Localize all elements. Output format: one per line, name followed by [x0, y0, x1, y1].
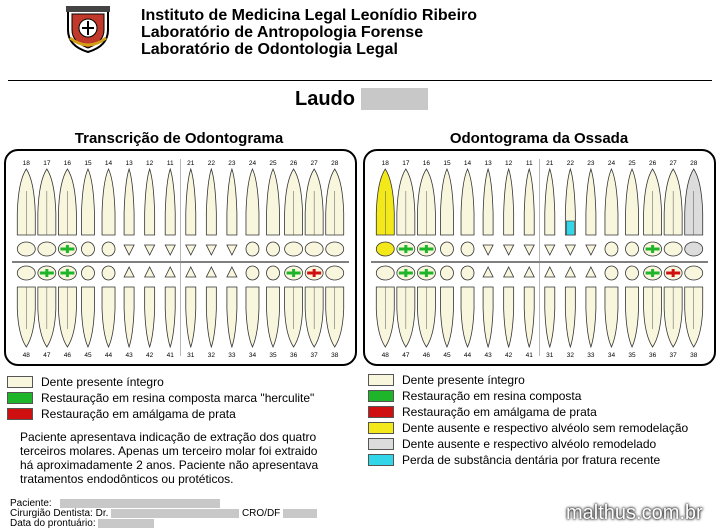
patient-label: Paciente: [10, 498, 52, 509]
tooth-lower-46 [417, 266, 435, 347]
tooth-number-label: 45 [443, 352, 451, 359]
tooth-number-label: 32 [566, 352, 574, 359]
tooth-number-label: 25 [269, 160, 277, 167]
tooth-upper-27 [305, 169, 323, 256]
tooth-upper-12 [504, 169, 514, 255]
tooth-number-label: 37 [669, 352, 677, 359]
redacted-dentist [111, 509, 239, 518]
tooth-number-label: 11 [525, 160, 533, 167]
tooth-lower-42 [145, 267, 155, 347]
tooth-number-label: 25 [628, 160, 636, 167]
tooth-number-label: 16 [422, 160, 431, 167]
tooth-number-label: 41 [166, 352, 174, 359]
tooth-number-label: 27 [310, 160, 318, 167]
note-line: tratamentos endodônticos ou protéticos. [20, 472, 234, 486]
left-odontogram [4, 149, 357, 366]
tooth-upper-23 [227, 169, 237, 255]
tooth-upper-28 [685, 169, 703, 256]
redacted-date [98, 519, 154, 528]
tooth-number-label: 18 [22, 160, 30, 167]
tooth-number-label: 28 [331, 160, 339, 167]
legend-swatch-amalgam [368, 406, 394, 418]
legend-swatch-fracture [368, 454, 394, 466]
tooth-number-label: 43 [125, 352, 133, 359]
tooth-lower-34 [605, 266, 618, 347]
tooth-number-label: 42 [505, 352, 513, 359]
legend-swatch-intact [7, 376, 33, 388]
tooth-number-label: 23 [228, 160, 236, 167]
tooth-number-label: 45 [84, 352, 92, 359]
right-panel-title: Odontograma da Ossada [449, 130, 629, 147]
tooth-number-label: 24 [248, 160, 257, 167]
tooth-lower-41 [524, 267, 534, 347]
tooth-upper-26 [644, 169, 662, 256]
legend-label: Restauração em amálgama de prata [41, 407, 236, 421]
tooth-number-label: 35 [269, 352, 277, 359]
tooth-number-label: 35 [628, 352, 636, 359]
dentist-label: Cirurgião Dentista: Dr. [10, 508, 109, 519]
right-legend [368, 372, 688, 468]
legend-label: Restauração em resina composta marca "herculite" [41, 391, 315, 405]
tooth-upper-13 [124, 169, 134, 255]
tooth-number-label: 27 [669, 160, 677, 167]
institute-logo [62, 4, 114, 54]
redacted-patient [60, 499, 220, 508]
tooth-number-label: 22 [566, 160, 574, 167]
tooth-number-label: 21 [546, 160, 554, 167]
tooth-upper-25 [626, 169, 639, 256]
tooth-number-label: 38 [690, 352, 698, 359]
tooth-number-label: 36 [289, 352, 298, 359]
tooth-lower-43 [483, 267, 493, 347]
tooth-lower-34 [246, 266, 259, 347]
tooth-number-label: 32 [207, 352, 215, 359]
tooth-upper-13 [483, 169, 493, 255]
tooth-number-label: 22 [207, 160, 215, 167]
legend-swatch-amalgam [7, 408, 33, 420]
report-title: Laudo [295, 88, 355, 110]
tooth-number-label: 26 [648, 160, 657, 167]
tooth-number-label: 21 [187, 160, 195, 167]
tooth-number-label: 33 [587, 352, 595, 359]
tooth-lower-44 [102, 266, 115, 347]
watermark: malthus.com.br [566, 502, 703, 524]
tooth-lower-36 [285, 266, 303, 347]
tooth-upper-14 [461, 169, 474, 256]
lab-anthropology: Laboratório de Antropologia Forense [141, 24, 424, 41]
tooth-lower-36 [644, 266, 662, 347]
tooth-number-label: 44 [104, 352, 113, 359]
tooth-number-label: 38 [331, 352, 339, 359]
note-line: Paciente apresentava indicação de extração dos quatro [20, 430, 317, 444]
tooth-number-label: 33 [228, 352, 236, 359]
tooth-number-label: 17 [402, 160, 410, 167]
tooth-upper-18 [376, 169, 394, 256]
legend-item [368, 372, 688, 388]
tooth-upper-15 [440, 169, 453, 256]
tooth-number-label: 43 [484, 352, 492, 359]
record-date-field [10, 518, 154, 529]
tooth-number-label: 15 [443, 160, 451, 167]
legend-item [7, 374, 314, 390]
left-panel-title: Transcrição de Odontograma [74, 130, 284, 147]
legend-swatch-absent-remodeled [368, 438, 394, 450]
tooth-lower-33 [586, 267, 596, 347]
tooth-lower-43 [124, 267, 134, 347]
tooth-upper-25 [267, 169, 280, 256]
tooth-number-label: 44 [463, 352, 472, 359]
legend-swatch-absent-unremodeled [368, 422, 394, 434]
tooth-number-label: 11 [166, 160, 174, 167]
legend-item [7, 406, 314, 422]
legend-swatch-resin [368, 390, 394, 402]
tooth-number-label: 48 [381, 352, 389, 359]
institute-name: Instituto de Medicina Legal Leonídio Ribeiro [141, 7, 478, 24]
legend-item [7, 390, 314, 406]
note-line: terceiros molares. Apenas um terceiro molar foi extraido [20, 444, 318, 458]
tooth-number-label: 16 [63, 160, 72, 167]
legend-label: Dente ausente e respectivo alvéolo remodelado [402, 437, 657, 451]
right-odontogram-chart [365, 151, 714, 364]
legend-label: Dente presente íntegro [402, 373, 525, 387]
tooth-upper-21 [186, 169, 196, 255]
legend-item [368, 452, 688, 468]
note-line: há aproximadamente 2 anos. Paciente não apresentava [20, 458, 319, 472]
right-odontogram [363, 149, 716, 366]
tooth-number-label: 42 [146, 352, 154, 359]
tooth-number-label: 12 [505, 160, 513, 167]
tooth-lower-32 [565, 267, 575, 347]
tooth-number-label: 15 [84, 160, 92, 167]
tooth-number-label: 36 [648, 352, 657, 359]
tooth-number-label: 48 [22, 352, 30, 359]
legend-swatch-intact [368, 374, 394, 386]
tooth-upper-14 [102, 169, 115, 256]
tooth-upper-22 [206, 169, 216, 255]
legend-label: Dente ausente e respectivo alvéolo sem remodelação [402, 421, 689, 435]
tooth-lower-47 [38, 266, 56, 347]
tooth-number-label: 37 [310, 352, 318, 359]
record-date-label: Data do prontuário: [10, 518, 96, 529]
tooth-number-label: 18 [381, 160, 389, 167]
header-divider [8, 80, 712, 81]
legend-item [368, 388, 688, 404]
tooth-lower-31 [186, 267, 196, 347]
tooth-upper-27 [664, 169, 682, 256]
tooth-upper-17 [38, 169, 56, 256]
tooth-number-label: 41 [525, 352, 533, 359]
tooth-number-label: 34 [607, 352, 616, 359]
tooth-number-label: 24 [607, 160, 616, 167]
tooth-lower-48 [376, 266, 394, 347]
tooth-upper-16 [58, 169, 76, 256]
tooth-number-label: 34 [248, 352, 257, 359]
legend-label: Dente presente íntegro [41, 375, 164, 389]
tooth-number-label: 46 [63, 352, 72, 359]
tooth-upper-18 [17, 169, 35, 256]
legend-swatch-resin [7, 392, 33, 404]
tooth-lower-47 [397, 266, 415, 347]
tooth-upper-12 [145, 169, 155, 255]
legend-label: Perda de substância dentária por fratura recente [402, 453, 661, 467]
tooth-upper-17 [397, 169, 415, 256]
tooth-number-label: 13 [484, 160, 492, 167]
legend-label: Restauração em resina composta [402, 389, 582, 403]
tooth-upper-28 [326, 169, 344, 256]
tooth-upper-21 [545, 169, 555, 255]
tooth-lower-46 [58, 266, 76, 347]
tooth-lower-48 [17, 266, 35, 347]
tooth-number-label: 12 [146, 160, 154, 167]
tooth-upper-24 [605, 169, 618, 256]
tooth-lower-35 [626, 266, 639, 347]
lab-odontology: Laboratório de Odontologia Legal [141, 41, 398, 58]
tooth-lower-38 [685, 266, 703, 347]
tooth-lower-33 [227, 267, 237, 347]
tooth-lower-38 [326, 266, 344, 347]
tooth-upper-24 [246, 169, 259, 256]
tooth-upper-11 [165, 169, 175, 255]
tooth-lower-44 [461, 266, 474, 347]
tooth-lower-42 [504, 267, 514, 347]
tooth-lower-37 [305, 266, 323, 347]
left-legend [7, 374, 314, 422]
tooth-lower-37 [664, 266, 682, 347]
clinical-note [20, 430, 318, 486]
cro-label: CRO/DF [241, 508, 281, 519]
redacted-report-number [361, 88, 428, 110]
tooth-number-label: 14 [104, 160, 113, 167]
tooth-lower-41 [165, 267, 175, 347]
tooth-number-label: 14 [463, 160, 472, 167]
redacted-cro [283, 509, 317, 518]
legend-item [368, 436, 688, 452]
tooth-number-label: 47 [43, 352, 51, 359]
tooth-upper-16 [417, 169, 435, 256]
tooth-number-label: 23 [587, 160, 595, 167]
tooth-upper-26 [285, 169, 303, 256]
tooth-lower-32 [206, 267, 216, 347]
tooth-upper-23 [586, 169, 596, 255]
tooth-lower-45 [81, 266, 94, 347]
tooth-number-label: 13 [125, 160, 133, 167]
legend-item [368, 404, 688, 420]
tooth-lower-45 [440, 266, 453, 347]
tooth-lower-35 [267, 266, 280, 347]
tooth-number-label: 17 [43, 160, 51, 167]
tooth-number-label: 28 [690, 160, 698, 167]
tooth-number-label: 31 [546, 352, 554, 359]
tooth-upper-22 [565, 169, 575, 255]
tooth-number-label: 46 [422, 352, 431, 359]
legend-label: Restauração em amálgama de prata [402, 405, 597, 419]
tooth-number-label: 31 [187, 352, 195, 359]
left-odontogram-chart [6, 151, 355, 364]
tooth-number-label: 26 [289, 160, 298, 167]
legend-item [368, 420, 688, 436]
tooth-lower-31 [545, 267, 555, 347]
tooth-upper-15 [81, 169, 94, 256]
tooth-number-label: 47 [402, 352, 410, 359]
tooth-upper-11 [524, 169, 534, 255]
